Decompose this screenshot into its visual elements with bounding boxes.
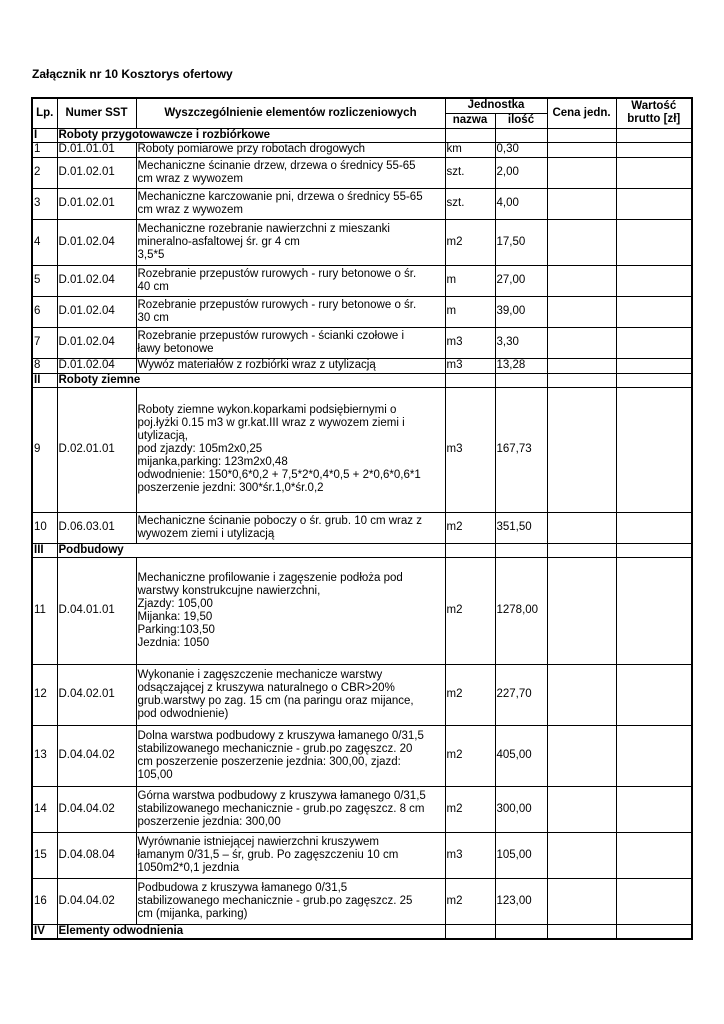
section-price-cell	[547, 373, 616, 387]
row-description: Mechaniczne rozebranie nawierzchni z mieszanki mineralno-asfaltowej śr. gr 4 cm 3,5*5	[136, 219, 445, 265]
row-sst: D.01.02.01	[57, 157, 136, 188]
section-unit-cell	[445, 543, 495, 557]
section-value-cell	[616, 924, 692, 939]
row-lp: 16	[32, 878, 57, 924]
table-row	[32, 327, 692, 358]
table-row	[32, 188, 692, 219]
row-unit-price	[547, 296, 616, 327]
row-quantity: 2,00	[495, 157, 547, 188]
table-row	[32, 832, 692, 878]
row-sst: D.01.02.01	[57, 188, 136, 219]
table-row	[32, 157, 692, 188]
row-sst: D.01.02.04	[57, 219, 136, 265]
section-number: IV	[32, 924, 57, 939]
row-quantity: 123,00	[495, 878, 547, 924]
row-quantity: 105,00	[495, 832, 547, 878]
row-quantity: 39,00	[495, 296, 547, 327]
row-lp: 14	[32, 786, 57, 832]
header-unit-name: nazwa	[445, 113, 495, 128]
row-sst: D.04.04.02	[57, 786, 136, 832]
header-unit-group: Jednostka	[445, 98, 547, 113]
row-unit: m2	[445, 512, 495, 543]
section-price-cell	[547, 924, 616, 939]
row-unit-price	[547, 878, 616, 924]
row-lp: 8	[32, 358, 57, 373]
table-row	[32, 358, 692, 373]
row-gross-value	[616, 786, 692, 832]
table-row	[32, 219, 692, 265]
row-description: Rozebranie przepustów rurowych - ścianki czołowe i ławy betonowe	[136, 327, 445, 358]
row-unit-price	[547, 265, 616, 296]
row-quantity: 227,70	[495, 664, 547, 725]
section-row	[32, 373, 692, 387]
document-title: Załącznik nr 10 Kosztorys ofertowy	[32, 67, 233, 81]
row-unit: m3	[445, 327, 495, 358]
row-description: Górna warstwa podbudowy z kruszywa łamanego 0/31,5 stabilizowanego mechanicznie - grub.po zagęszcz. 8 cm poszerzenie jezdnia: 300,00	[136, 786, 445, 832]
row-sst: D.06.03.01	[57, 512, 136, 543]
row-unit-price	[547, 832, 616, 878]
section-value-cell	[616, 373, 692, 387]
section-row	[32, 543, 692, 557]
header-quantity: ilość	[495, 113, 547, 128]
row-gross-value	[616, 557, 692, 664]
row-description: Mechaniczne profilowanie i zagęszenie podłoża pod warstwy konstrukcujne nawierzchni, Zjazdy: 105,00 Mijanka: 19,50 Parking:103,50 Jezdnia: 1050	[136, 557, 445, 664]
row-gross-value	[616, 157, 692, 188]
row-unit-price	[547, 786, 616, 832]
row-unit-price	[547, 664, 616, 725]
row-unit: m3	[445, 832, 495, 878]
row-description: Wywóz materiałów z rozbiórki wraz z utylizacją	[136, 358, 445, 373]
row-lp: 12	[32, 664, 57, 725]
row-description: Roboty pomiarowe przy robotach drogowych	[136, 142, 445, 157]
row-quantity: 405,00	[495, 725, 547, 786]
row-sst: D.04.04.02	[57, 878, 136, 924]
row-lp: 7	[32, 327, 57, 358]
row-gross-value	[616, 512, 692, 543]
row-sst: D.02.01.01	[57, 387, 136, 512]
table-row	[32, 664, 692, 725]
row-lp: 11	[32, 557, 57, 664]
row-sst: D.01.01.01	[57, 142, 136, 157]
row-unit: m2	[445, 725, 495, 786]
row-quantity: 27,00	[495, 265, 547, 296]
section-qty-cell	[495, 543, 547, 557]
row-sst: D.01.02.04	[57, 296, 136, 327]
row-lp: 3	[32, 188, 57, 219]
row-sst: D.04.08.04	[57, 832, 136, 878]
row-gross-value	[616, 878, 692, 924]
header-lp: Lp.	[32, 98, 57, 128]
row-gross-value	[616, 296, 692, 327]
table-row	[32, 878, 692, 924]
row-gross-value	[616, 725, 692, 786]
row-lp: 5	[32, 265, 57, 296]
row-description: Rozebranie przepustów rurowych - rury betonowe o śr. 40 cm	[136, 265, 445, 296]
table-row	[32, 142, 692, 157]
section-qty-cell	[495, 373, 547, 387]
section-qty-cell	[495, 924, 547, 939]
row-unit: szt.	[445, 157, 495, 188]
row-lp: 10	[32, 512, 57, 543]
row-unit: m2	[445, 878, 495, 924]
row-quantity: 167,73	[495, 387, 547, 512]
row-unit-price	[547, 725, 616, 786]
row-sst: D.04.02.01	[57, 664, 136, 725]
section-unit-cell	[445, 373, 495, 387]
row-unit-price	[547, 387, 616, 512]
row-unit-price	[547, 358, 616, 373]
header-unit-price: Cena jedn.	[547, 98, 616, 128]
table-row	[32, 265, 692, 296]
row-lp: 13	[32, 725, 57, 786]
row-unit: szt.	[445, 188, 495, 219]
row-unit: m3	[445, 387, 495, 512]
section-qty-cell	[495, 128, 547, 142]
row-description: Wyrównanie istniejącej nawierzchni kruszywem łamanym 0/31,5 – śr, grub. Po zagęszczeniu 10 cm 1050m2*0,1 jezdnia	[136, 832, 445, 878]
row-quantity: 351,50	[495, 512, 547, 543]
row-lp: 15	[32, 832, 57, 878]
row-quantity: 17,50	[495, 219, 547, 265]
table-row	[32, 786, 692, 832]
row-description: Rozebranie przepustów rurowych - rury betonowe o śr. 30 cm	[136, 296, 445, 327]
row-description: Podbudowa z kruszywa łamanego 0/31,5 stabilizowanego mechanicznie - grub.po zagęszcz. 25 cm (mijanka, parking)	[136, 878, 445, 924]
row-quantity: 0,30	[495, 142, 547, 157]
row-unit: m3	[445, 358, 495, 373]
row-unit-price	[547, 188, 616, 219]
row-unit: m2	[445, 219, 495, 265]
row-unit: m2	[445, 664, 495, 725]
row-gross-value	[616, 327, 692, 358]
section-number: III	[32, 543, 57, 557]
section-number: I	[32, 128, 57, 142]
row-gross-value	[616, 664, 692, 725]
row-sst: D.01.02.04	[57, 358, 136, 373]
row-quantity: 300,00	[495, 786, 547, 832]
row-quantity: 13,28	[495, 358, 547, 373]
row-description: Roboty ziemne wykon.koparkami podsiębiernymi o poj.łyżki 0.15 m3 w gr.kat.III wraz z wywozem ziemi i utylizacją, pod zjazdy: 105m2x0,25 mijanka,parking: 123m2x0,48 odwodnienie: 150*0,6*0,2 + 7,5*2*0,4*0,5 + 2*0,6*0,6*1 poszerzenie jezdni: 300*śr.1,0*śr.0,2	[136, 387, 445, 512]
section-name: Podbudowy	[57, 543, 445, 557]
row-gross-value	[616, 387, 692, 512]
header-description: Wyszczególnienie elementów rozliczeniowych	[136, 98, 445, 128]
row-unit-price	[547, 327, 616, 358]
cost-estimate-table	[31, 97, 693, 940]
row-unit: m	[445, 265, 495, 296]
table-row	[32, 725, 692, 786]
section-row	[32, 128, 692, 142]
table-row	[32, 512, 692, 543]
row-unit: m	[445, 296, 495, 327]
row-unit: m2	[445, 557, 495, 664]
row-sst: D.04.04.02	[57, 725, 136, 786]
section-name: Roboty przygotowawcze i rozbiórkowe	[57, 128, 445, 142]
row-unit-price	[547, 142, 616, 157]
row-quantity: 3,30	[495, 327, 547, 358]
section-value-cell	[616, 543, 692, 557]
row-unit-price	[547, 557, 616, 664]
row-description: Mechaniczne ścinanie poboczy o śr. grub. 10 cm wraz z wywozem ziemi i utylizacją	[136, 512, 445, 543]
row-sst: D.01.02.04	[57, 327, 136, 358]
row-unit: m2	[445, 786, 495, 832]
section-price-cell	[547, 543, 616, 557]
section-number: II	[32, 373, 57, 387]
row-quantity: 1278,00	[495, 557, 547, 664]
row-lp: 2	[32, 157, 57, 188]
table-row	[32, 296, 692, 327]
section-name: Roboty ziemne	[57, 373, 445, 387]
row-lp: 9	[32, 387, 57, 512]
row-lp: 4	[32, 219, 57, 265]
row-sst: D.01.02.04	[57, 265, 136, 296]
table-row	[32, 557, 692, 664]
row-description: Dolna warstwa podbudowy z kruszywa łamanego 0/31,5 stabilizowanego mechanicznie - grub.po zagęszcz. 20 cm poszerzenie poszerzenie jezdnia: 300,00, zjazd: 105,00	[136, 725, 445, 786]
section-name: Elementy odwodnienia	[57, 924, 445, 939]
section-value-cell	[616, 128, 692, 142]
header-gross-value: Wartość brutto [zł]	[616, 98, 692, 128]
row-gross-value	[616, 188, 692, 219]
section-unit-cell	[445, 924, 495, 939]
table-row	[32, 387, 692, 512]
row-gross-value	[616, 142, 692, 157]
section-row	[32, 924, 692, 939]
row-gross-value	[616, 358, 692, 373]
row-sst: D.04.01.01	[57, 557, 136, 664]
section-price-cell	[547, 128, 616, 142]
row-unit-price	[547, 219, 616, 265]
row-description: Mechaniczne ścinanie drzew, drzewa o średnicy 55-65 cm wraz z wywozem	[136, 157, 445, 188]
row-description: Wykonanie i zagęszczenie mechanicze warstwy odsączającej z kruszywa naturalnego o CBR>20% grub.warstwy po zag. 15 cm (na paringu oraz mijance, pod odwodnienie)	[136, 664, 445, 725]
row-gross-value	[616, 832, 692, 878]
row-lp: 1	[32, 142, 57, 157]
row-unit: km	[445, 142, 495, 157]
row-unit-price	[547, 157, 616, 188]
row-description: Mechaniczne karczowanie pni, drzewa o średnicy 55-65 cm wraz z wywozem	[136, 188, 445, 219]
header-sst: Numer SST	[57, 98, 136, 128]
section-unit-cell	[445, 128, 495, 142]
row-quantity: 4,00	[495, 188, 547, 219]
row-gross-value	[616, 219, 692, 265]
row-unit-price	[547, 512, 616, 543]
row-gross-value	[616, 265, 692, 296]
row-lp: 6	[32, 296, 57, 327]
